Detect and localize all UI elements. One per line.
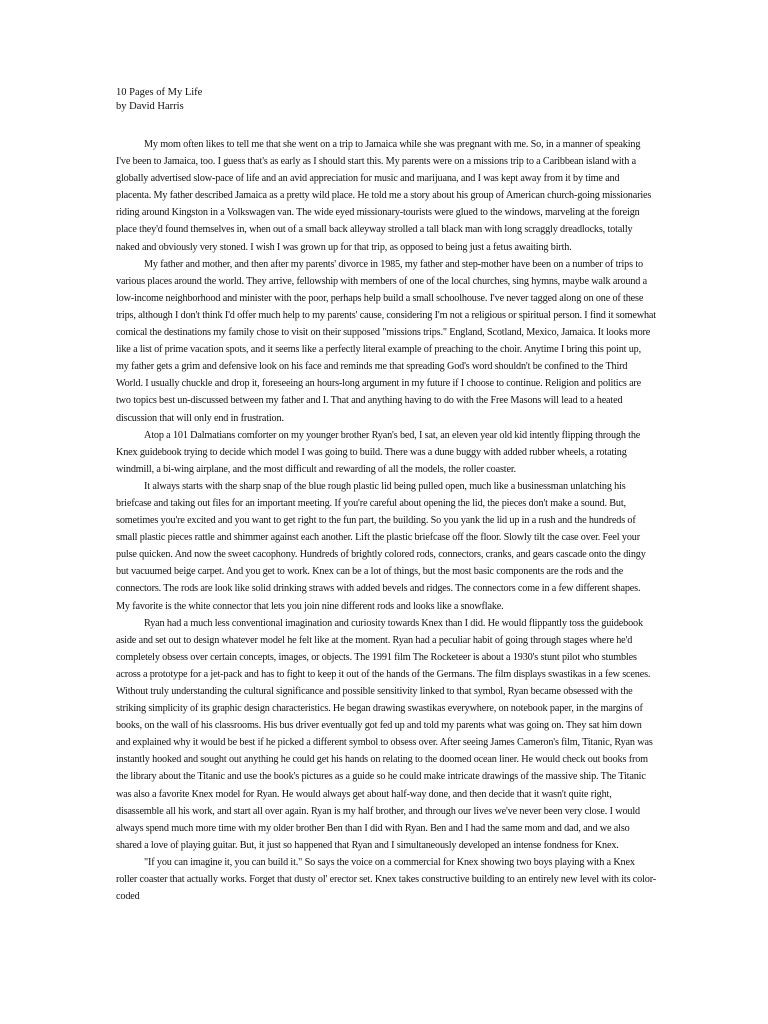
document-body — [116, 136, 656, 905]
document-header — [116, 86, 202, 114]
paragraph: "If you can imagine it, you can build it." So says the voice on a commercial for Knex showing two boys playing with a Knex roller coaster that actually works. Forget that dusty ol' erector set. Knex takes constructive building to an entirely new level with its color-coded — [116, 856, 657, 903]
paragraph: It always starts with the sharp snap of the blue rough plastic lid being pulled open, much like a businessman unlatching his briefcase and taking out files for an important meeting. If you're careful about opening the lid, the pieces don't make a sound. But, sometimes you're excited and you want to get right to the fun part, the building. So you yank the lid up in a rush and the hundreds of small plastic pieces rattle and shimmer against each another. Lift the plastic briefcase off the floor. Slowly tilt the case over. Feel your pulse quicken. And now the sweet cacophony. Hundreds of brightly colored rods, connectors, cranks, and gears cascade onto the dingy but vacuumed beige carpet. And you get to work. Knex can be a lot of things, but the most basic components are the rods and the connectors. The rods are look like solid drinking straws with added bevels and ridges. The connectors come in a few different shapes. My favorite is the white connector that lets you join nine different rods and looks like a snowflake. — [116, 480, 646, 612]
paragraph: Atop a 101 Dalmatians comforter on my younger brother Ryan's bed, I sat, an eleven year old kid intently flipping through the Knex guidebook trying to decide which model I was going to build. There was a dune buggy with added rubber wheels, a rotating windmill, a bi-wing airplane, and the most difficult and rewarding of all the models, the roller coaster. — [116, 429, 641, 475]
document-title: 10 Pages of My Life — [116, 87, 203, 98]
document-byline: by David Harris — [116, 101, 184, 112]
paragraph: Ryan had a much less conventional imagination and curiosity towards Knex than I did. He would flippantly toss the guidebook aside and set out to design whatever model he felt like at the moment. Ryan had a peculiar habit of going through stages where he'd completely obsess over certain concepts, images, or objects. The 1991 film The Rocketeer is about a 1930's stunt pilot who stumbles across a prototype for a jet-pack and has to fight to keep it out of the hands of the Germans. The film displays swastikas in a few scenes. Without truly understanding the cultural significance and possible sensitivity linked to that symbol, Ryan became obsessed with the striking simplicity of its graphic design characteristics. He began drawing swastikas everywhere, on notebook paper, in the margins of books, on the wall of his classrooms. His bus driver eventually got fed up and told my parents what was going on. They sat him down and explained why it would be best if he picked a different symbol to obsess over. After seeing James Cameron's film, Titanic, Ryan was instantly hooked and sought out anything he could get his hands on relating to the doomed ocean liner. He would check out books from the library about the Titanic and use the book's pictures as a guide so he could make intricate drawings of the massive ship. The Titanic was also a favorite Knex model for Ryan. He would always get about half-way done, and then decide that it wasn't quite right, disassemble all his work, and start all over again. Ryan is my half brother, and through our lives we've never been very close. I would always spend much more time with my older brother Ben than I did with Ryan. Ben and I had the same mom and dad, and we also shared a love of playing guitar. But, it just so happened that Ryan and I simultaneously developed an intense fondness for Knex. — [116, 617, 653, 851]
paragraph: My father and mother, and then after my parents' divorce in 1985, my father and step-mother have been on a number of trips to various places around the world. They arrive, fellowship with members of one of the local churches, sing hymns, maybe walk around a low-income neighborhood and minister with the poor, perhaps help build a small schoolhouse. I've never tagged along on one of these trips, although I don't think I'd offer much help to my parents' cause, considering I'm not a religious or spiritual person. I find it somewhat comical the destinations my family chose to visit on their supposed "missions trips." England, Scotland, Mexico, Jamaica. It looks more like a list of prime vacation spots, and it seems like a perfectly literal example of preaching to the choir. Anytime I bring this point up, my father gets a grim and defensive look on his face and reminds me that spreading God's word shouldn't be confined to the Third World. I usually chuckle and drop it, foreseeing an hours-long argument in my future if I choose to continue. Religion and politics are two topics best un-discussed between my father and I. That and anything having to do with the Free Masons will lead to a heated discussion that will only end in frustration. — [116, 258, 656, 424]
paragraph: My mom often likes to tell me that she went on a trip to Jamaica while she was pregnant with me. So, in a manner of speaking I've been to Jamaica, too. I guess that's as early as I should start this. My parents were on a missions trip to a Caribbean island with a globally advertised slow-pace of life and an avid appreciation for music and marijuana, and I was kept away from it by time and placenta. My father described Jamaica as a pretty wild place. He told me a story about his group of American church-going missionaries riding around Kingston in a Volkswagen van. The wide eyed missionary-tourists were glued to the windows, marveling at the foreign place they'd found themselves in, when out of a small back alleyway strolled a tall black man with long scraggly dreadlocks, totally naked and obviously very stoned. I wish I was grown up for that trip, as opposed to being just a fetus awaiting birth. — [116, 139, 652, 253]
